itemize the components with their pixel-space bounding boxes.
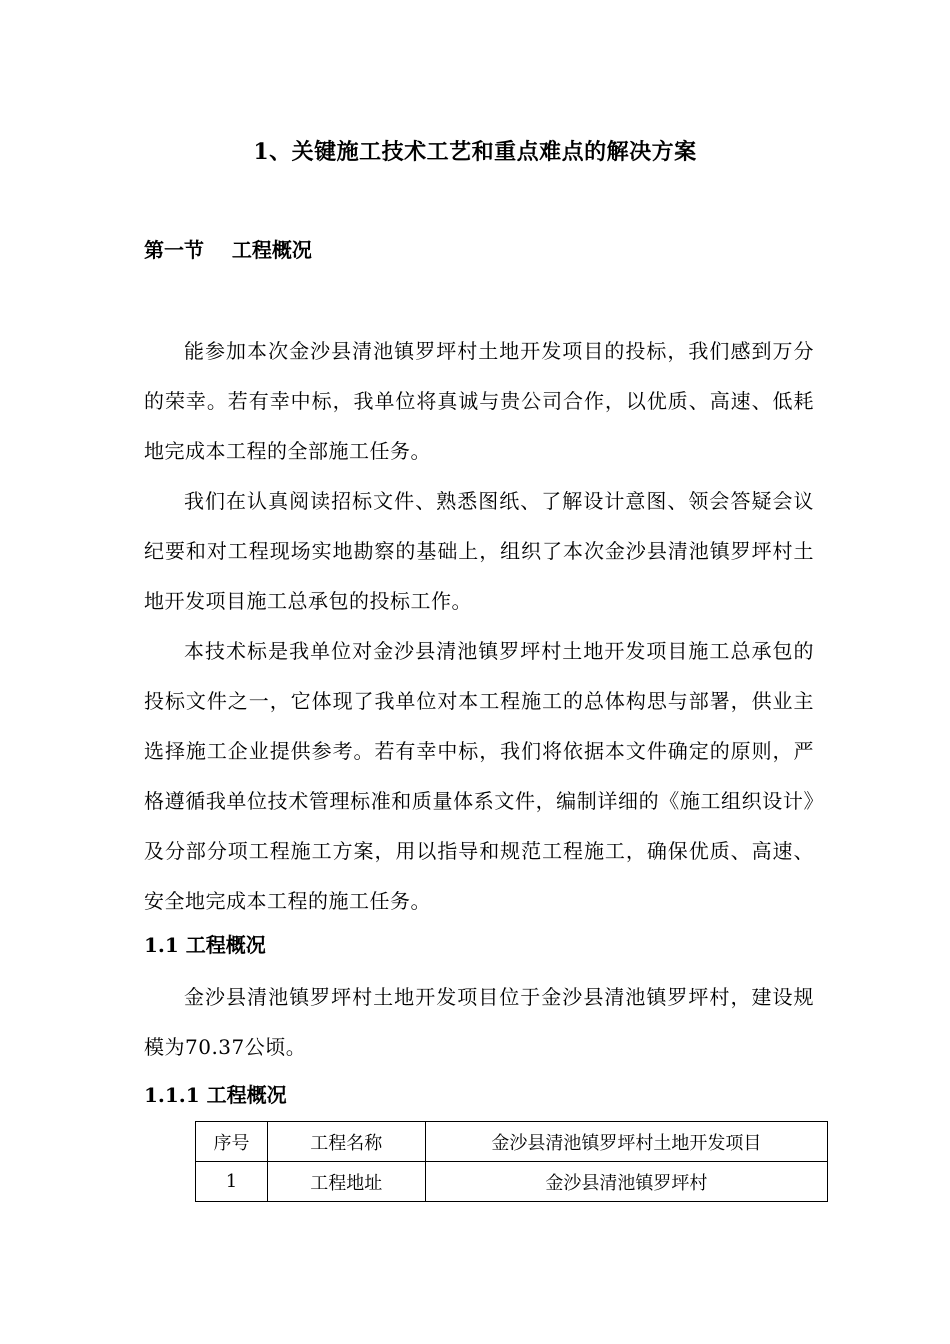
subsection-paragraph: 金沙县清池镇罗坪村土地开发项目位于金沙县清池镇罗坪村，建设规模为70.37公顷。 — [144, 985, 814, 1059]
table-cell: 1 — [196, 1162, 268, 1202]
intro-paragraph: 我们在认真阅读招标文件、熟悉图纸、了解设计意图、领会答疑会议纪要和对工程现场实地勘察的基础上，组织了本次金沙县清池镇罗坪村土地开发项目施工总承包的投标工作。 — [144, 489, 814, 613]
table-cell: 序号 — [196, 1122, 268, 1162]
intro-paragraph: 本技术标是我单位对金沙县清池镇罗坪村土地开发项目施工总承包的投标文件之一，它体现了我单位对本工程施工的总体构思与部署，供业主选择施工企业提供参考。若有幸中标，我们将依据本文件确定的原则，严格遵循我单位技术管理标准和质量体系文件，编制详细的《施工组织设计》及分部分项工程施工方案，用以指导和规范工程施工，确保优质、高速、安全地完成本工程的施工任务。 — [144, 639, 814, 913]
table-row — [196, 1162, 828, 1202]
intro-text-block — [144, 326, 814, 926]
table-header-row — [196, 1122, 828, 1162]
subsection-heading: 1.1 工程概况 — [144, 933, 266, 957]
overview-table — [195, 1121, 828, 1202]
intro-paragraph: 能参加本次金沙县清池镇罗坪村土地开发项目的投标，我们感到万分的荣幸。若有幸中标，我单位将真诚与贵公司合作，以优质、高速、低耗地完成本工程的全部施工任务。 — [144, 339, 814, 463]
subsubsection-heading: 1.1.1 工程概况 — [144, 1083, 287, 1107]
table-cell: 工程地址 — [267, 1162, 425, 1202]
table-cell: 金沙县清池镇罗坪村土地开发项目 — [425, 1122, 827, 1162]
subsection-text-block — [144, 972, 814, 1072]
document-title: 1、关键施工技术工艺和重点难点的解决方案 — [253, 139, 697, 165]
section-heading: 第一节 工程概况 — [144, 238, 312, 262]
table-cell: 金沙县清池镇罗坪村 — [425, 1162, 827, 1202]
table-cell: 工程名称 — [267, 1122, 425, 1162]
